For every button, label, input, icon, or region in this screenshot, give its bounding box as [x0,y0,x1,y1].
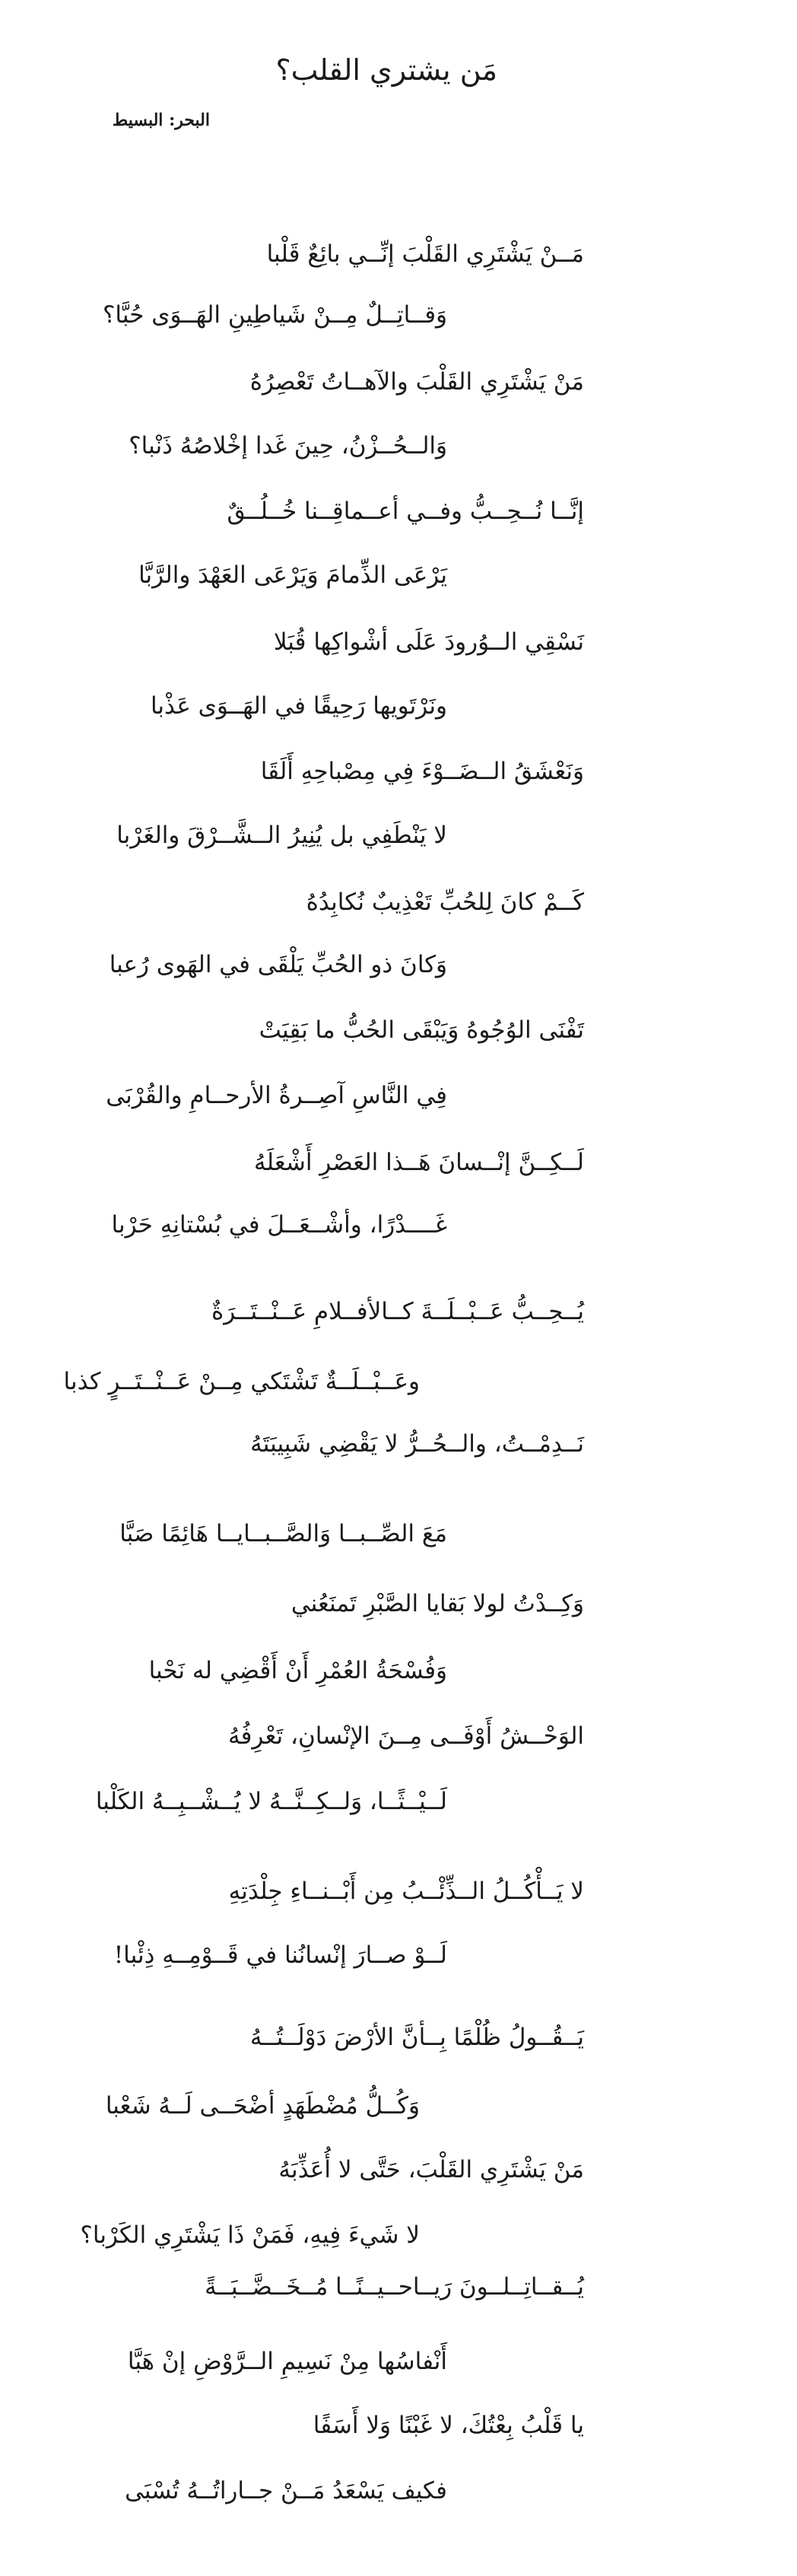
verse-1-second-hemistich: وَقــاتِــلٌ مِــنْ شَياطِينِ الهَــوَى حُبَّا؟ [102,301,447,329]
verse-6-second-hemistich: وَكانَ ذو الحُبِّ يَلْقَى في الهَوى رُعبا [109,951,447,978]
poem-title: مَن يشتري القلب؟ [275,53,497,87]
verse-7-first-hemistich: تَفْنَى الوُجُوهُ وَيَبْقَى الحُبُّ ما بَقِيَتْ [259,1016,584,1044]
verse-2-second-hemistich: وَالــحُــزْنُ، حِينَ غَدا إخْلاصُهُ ذَنْبا؟ [129,432,447,460]
verse-4-second-hemistich: ونَرْتَويها رَحِيقًا في الهَــوَى عَذْبا [150,692,447,720]
verse-12-second-hemistich: لَــيْــثًــا، وَلــكِــنَّــهُ لا يُــشْــبِــهُ الكَلْبا [95,1788,447,1815]
verse-9-first-hemistich: يُــحِــبُّ عَــبْــلَــةَ كــالأفــلامِ عَــنْــتَــرَةٌ [211,1298,584,1325]
verse-13-first-hemistich: لا يَــأْكُــلُ الــذِّئْــبُ مِن أَبْــنــاءِ جِلْدَتِهِ [228,1878,584,1905]
verse-9-second-hemistich: وعَــبْــلَــةٌ تَشْتَكي مِــنْ عَــنْــتَــرٍ كذبا [63,1368,420,1395]
verse-5-first-hemistich: وَنَعْشَقُ الــضَــوْءَ فِي مِصْباحِهِ أَلَقَا [260,758,584,785]
verse-4-first-hemistich: نَسْقِي الــوُرودَ عَلَى أشْواكِها قُبَلا [273,628,584,656]
verse-11-first-hemistich: وَكِــدْتُ لولا بَقايا الصَّبْرِ تَمنَعُني [291,1590,584,1617]
verse-15-first-hemistich: مَنْ يَشْتَرِي القَلْبَ، حَتَّى لا أُعَذِّبَهُ [278,2156,584,2183]
verse-15-second-hemistich: لا شَيءَ فِيهِ، فَمَنْ ذَا يَشْتَرِي الكَرْبا؟ [80,2221,420,2249]
poem-meter: البحر: البسيط [112,110,210,130]
verse-8-first-hemistich: لَــكِــنَّ إنْــسانَ هَــذا العَصْرِ أَشْعَلَهُ [254,1149,584,1176]
verse-16-second-hemistich: أَنْفاسُها مِنْ نَسِيمِ الــرَّوْضِ إنْ هَبَّا [127,2348,447,2375]
verse-7-second-hemistich: فِي النَّاسِ آصِــرةُ الأرحــامِ والقُرْبَى [106,1082,447,1109]
verse-1-first-hemistich: مَــنْ يَشْتَرِي القَلْبَ إنِّــي بائِعٌ قَلْبا [266,240,584,268]
verse-3-second-hemistich: يَرْعَى الذِّمامَ وَيَرْعَى العَهْدَ والرَّبَّا [138,561,447,589]
verse-2-first-hemistich: مَنْ يَشْتَرِي القَلْبَ والآهــاتُ تَعْصِرُهُ [249,368,584,396]
verse-17-first-hemistich: يا قَلْبُ بِعْتُكَ، لا غَبْنًا وَلا أَسَفًا [313,2412,584,2439]
verse-6-first-hemistich: كَــمْ كانَ لِلحُبِّ تَعْذِيبٌ نُكابِدُهُ [306,889,584,916]
verse-8-second-hemistich: غَــــدْرًا، وأشْــعَــلَ في بُسْتانِهِ حَرْبا [111,1211,447,1239]
verse-17-second-hemistich: فكيف يَسْعَدُ مَــنْ جــاراتُــهُ تُسْبَى [125,2477,447,2504]
verse-11-second-hemistich: وَفُسْحَةُ العُمْرِ أَنْ أَقْضِي له نَحْبا [148,1657,447,1684]
verse-3-first-hemistich: إنَّــا نُــحِــبُّ وفــي أعــماقِــنا خُــلُــقٌ [227,498,584,525]
verse-14-second-hemistich: وَكُــلُّ مُضْطَهَدٍ أضْحَــى لَــهُ شَعْبا [105,2092,420,2120]
verse-5-second-hemistich: لا يَنْطَفِي بل يُنِيرُ الــشَّــرْقَ والغَرْبا [116,822,447,849]
verse-10-second-hemistich: مَعَ الصِّــبــا وَالصَّــبــايــا هَائِمًا صَبَّا [119,1520,447,1547]
verse-16-first-hemistich: يُــقــاتِــلــونَ رَيــاحــيــنًــا مُــخَــضَّــبَــةً [205,2273,584,2301]
verse-14-first-hemistich: يَــقُــولُ ظُلْمًا بِــأنَّ الأرْضَ دَوْلَــتُــهُ [249,2024,584,2051]
verse-10-first-hemistich: نَــدِمْــتُ، والــحُــرُّ لا يَقْضِي شَبِيبَتَهُ [250,1430,584,1458]
verse-13-second-hemistich: لَــوْ صــارَ إنْسانُنا في قَــوْمِــهِ ذِئْبا! [113,1942,447,1969]
verse-12-first-hemistich: الوَحْــشُ أَوْفَــى مِــنَ الإنْسانِ، تَعْرِفُهُ [227,1722,584,1750]
